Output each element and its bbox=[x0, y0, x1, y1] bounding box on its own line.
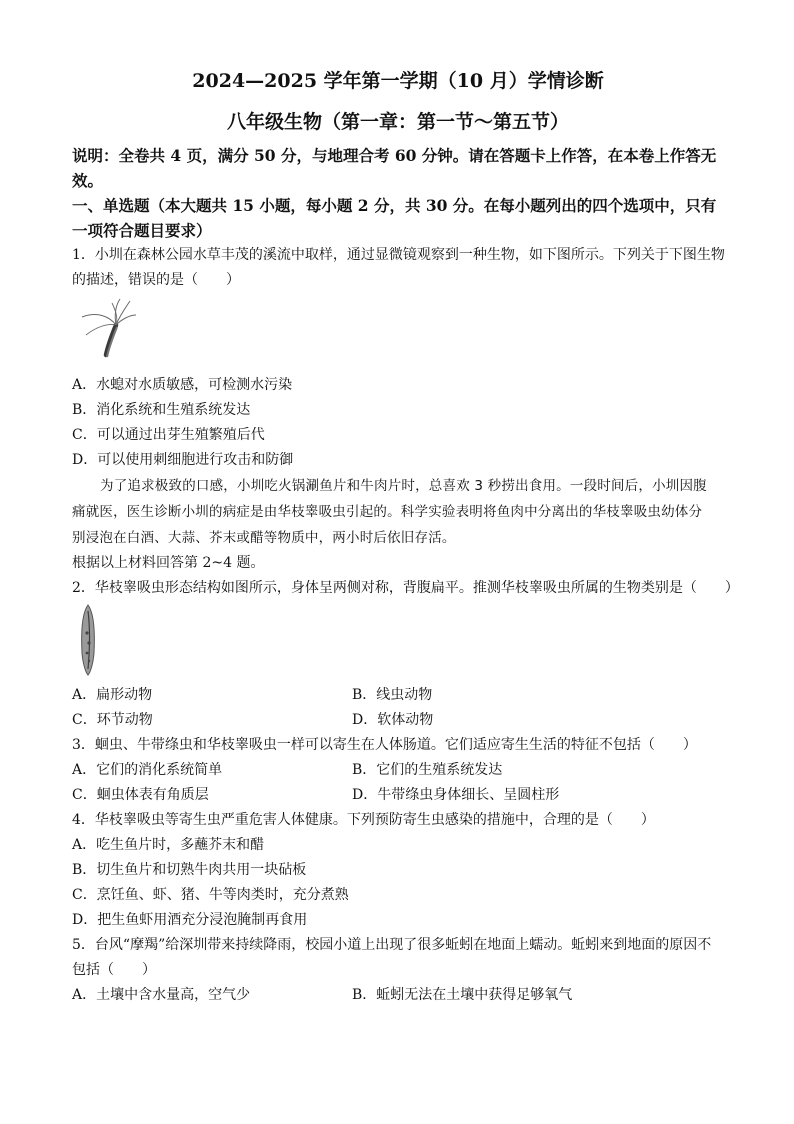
question-1-stem-line-1: 1．小圳在森林公园水草丰茂的溪流中取样，通过显微镜观察到一种生物，如下图所示。下列关于下图生物 bbox=[72, 247, 725, 263]
passage-line-3: 别浸泡在白酒、大蒜、芥末或醋等物质中，两小时后依旧存活。 bbox=[72, 530, 456, 546]
exam-title: 2024—2025 学年第一学期（10 月）学情诊断 bbox=[192, 70, 604, 92]
question-3-option-d: D．牛带绦虫身体细长、呈圆柱形 bbox=[352, 787, 560, 803]
instructions-line-2: 效。 bbox=[72, 171, 104, 190]
question-4-stem: 4．华枝睾吸虫等寄生虫严重危害人体健康。下列预防寄生虫感染的措施中，合理的是（ ） bbox=[72, 812, 655, 828]
question-5-options-row-1 bbox=[72, 983, 724, 1008]
fluke-figure bbox=[76, 603, 724, 677]
question-5-stem-line-1: 5．台风“摩羯”给深圳带来持续降雨，校园小道上出现了很多蚯蚓在地面上蠕动。蚯蚓来到地面的原因不 bbox=[72, 937, 712, 953]
section-heading-line-2: 一项符合题目要求） bbox=[72, 221, 212, 240]
question-2-option-b: B．线虫动物 bbox=[352, 687, 433, 703]
passage-line-1: 为了追求极致的口感，小圳吃火锅涮鱼片和牛肉片时，总喜欢 3 秒捞出食用。一段时间后，小圳因腹 bbox=[100, 478, 707, 494]
question-1-stem-line-2: 的描述，错误的是（ ） bbox=[72, 272, 240, 288]
question-3-option-a: A．它们的消化系统简单 bbox=[72, 762, 223, 778]
question-2 bbox=[72, 576, 739, 733]
question-1-option-c: C．可以通过出芽生殖繁殖后代 bbox=[72, 427, 265, 443]
question-3-options-row-2 bbox=[72, 783, 724, 808]
question-3-stem: 3．蛔虫、牛带绦虫和华枝睾吸虫一样可以寄生在人体肠道。它们适应寄生生活的特征不包括（ ） bbox=[72, 737, 697, 753]
question-1-option-b: B．消化系统和生殖系统发达 bbox=[72, 402, 251, 418]
section-heading-line-1: 一、单选题（本大题共 15 小题，每小题 2 分，共 30 分。在每小题列出的四个选项中，只有 bbox=[72, 196, 717, 215]
question-5-option-a: A．土壤中含水量高，空气少 bbox=[72, 987, 251, 1003]
reading-passage bbox=[72, 473, 724, 576]
question-1-option-d: D．可以使用刺细胞进行攻击和防御 bbox=[72, 452, 294, 468]
question-4 bbox=[72, 808, 724, 933]
question-4-option-d: D．把生鱼虾用酒充分浸泡腌制再食用 bbox=[72, 912, 308, 928]
question-3 bbox=[72, 733, 724, 808]
passage-note: 根据以上材料回答第 2~4 题。 bbox=[72, 555, 265, 571]
hydra-figure bbox=[76, 297, 724, 367]
question-4-option-b: B．切生鱼片和切熟牛肉共用一块砧板 bbox=[72, 862, 307, 878]
question-2-option-c: C．环节动物 bbox=[72, 712, 153, 728]
instructions-line-1: 说明：全卷共 4 页，满分 50 分，与地理合考 60 分钟。请在答题卡上作答，在本卷上作答无 bbox=[72, 146, 717, 165]
exam-page bbox=[72, 62, 739, 1008]
question-1 bbox=[72, 243, 724, 473]
hydra-illustration bbox=[76, 297, 140, 367]
question-3-options-row-1 bbox=[72, 758, 724, 783]
question-2-options-row-1 bbox=[72, 683, 724, 708]
exam-subtitle: 八年级生物（第一章：第一节～第五节） bbox=[226, 111, 569, 133]
question-4-option-c: C．烹饪鱼、虾、猪、牛等肉类时，充分煮熟 bbox=[72, 887, 349, 903]
question-4-option-a: A．吃生鱼片时，多蘸芥末和醋 bbox=[72, 837, 265, 853]
question-3-option-b: B．它们的生殖系统发达 bbox=[352, 762, 503, 778]
question-1-option-a: A．水螅对水质敏感，可检测水污染 bbox=[72, 377, 293, 393]
question-2-stem: 2．华枝睾吸虫形态结构如图所示，身体呈两侧对称，背腹扁平。推测华枝睾吸虫所属的生物类别是（ ） bbox=[72, 580, 739, 596]
question-3-option-c: C．蛔虫体表有角质层 bbox=[72, 787, 209, 803]
passage-line-2: 痛就医，医生诊断小圳的病症是由华枝睾吸虫引起的。科学实验表明将鱼肉中分离出的华枝睾吸虫幼体分 bbox=[72, 504, 703, 520]
question-2-option-d: D．软体动物 bbox=[352, 712, 434, 728]
question-2-option-a: A．扁形动物 bbox=[72, 687, 153, 703]
question-2-options-row-2 bbox=[72, 708, 724, 733]
question-5-option-b: B．蚯蚓无法在土壤中获得足够氧气 bbox=[352, 987, 573, 1003]
fluke-illustration bbox=[76, 603, 100, 677]
question-5-stem-line-2: 包括（ ） bbox=[72, 962, 156, 978]
question-5 bbox=[72, 933, 724, 1008]
